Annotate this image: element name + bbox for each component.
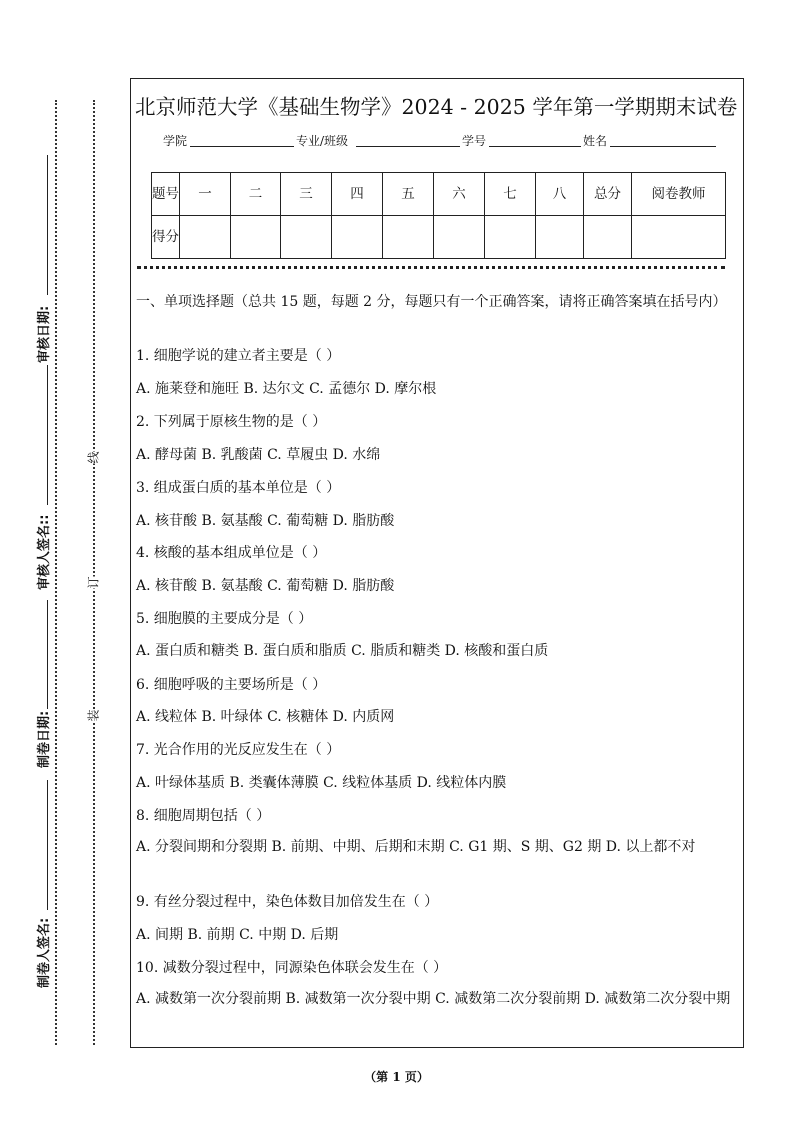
question-6: 6. 细胞呼吸的主要场所是（ ） [136,677,327,693]
options-5: A. 蛋白质和糖类 B. 蛋白质和脂质 C. 脂质和糖类 D. 核酸和蛋白质 [136,643,549,659]
question-10: 10. 减数分裂过程中，同源染色体联会发生在（ ） [136,960,448,976]
question-8: 8. 细胞周期包括（ ） [136,808,271,824]
question-2: 2. 下列属于原核生物的是（ ） [136,414,327,430]
prepare-date-label: 制卷日期: [33,709,52,770]
score-cell[interactable] [281,216,332,259]
reviewer-sign-label: 审核人签名:: [33,513,52,592]
score-table-header-row [152,173,726,216]
options-7: A. 叶绿体基质 B. 类囊体薄膜 C. 线粒体基质 D. 线粒体内膜 [136,775,507,791]
score-cell[interactable] [180,216,231,259]
col-1: 一 [180,173,231,216]
score-table-score-row [152,216,726,259]
name-field[interactable] [610,146,716,147]
options-10: A. 减数第一次分裂前期 B. 减数第一次分裂中期 C. 减数第二次分裂前期 D. 减数第二次分裂中期 [136,991,731,1007]
reviewer-sign-underline [47,365,48,505]
student-id-label: 学号 [462,134,487,148]
options-9: A. 间期 B. 前期 C. 中期 D. 后期 [136,927,339,943]
major-class-label: 专业/班级 [296,134,349,148]
score-cell[interactable] [632,216,726,259]
col-2: 二 [231,173,281,216]
page-number: （第 1 页） [364,1070,429,1084]
name-label: 姓名 [583,134,608,148]
question-4: 4. 核酸的基本组成单位是（ ） [136,545,327,561]
col-5: 五 [383,173,434,216]
section1-heading: 一、单项选择题（总共 15 题，每题 2 分，每题只有一个正确答案，请将正确答案填在括号内） [136,294,727,310]
score-cell[interactable] [383,216,434,259]
score-cell[interactable] [584,216,632,259]
binding-mark-ding: 订 [83,576,104,588]
col-total: 总分 [584,173,632,216]
score-table [151,172,726,259]
binding-dotted-line-inner [93,100,95,1045]
college-label: 学院 [163,134,188,148]
student-id-field[interactable] [489,146,581,147]
question-7: 7. 光合作用的光反应发生在（ ） [136,742,341,758]
preparer-sign-underline [47,780,48,910]
score-cell[interactable] [332,216,383,259]
col-grader: 阅卷教师 [632,173,726,216]
binding-mark-zhuang: 装 [83,709,104,721]
question-9: 9. 有丝分裂过程中，染色体数目加倍发生在（ ） [136,894,439,910]
review-date-underline [47,155,48,295]
options-4: A. 核苷酸 B. 氨基酸 C. 葡萄糖 D. 脂肪酸 [136,578,395,594]
exam-title: 北京师范大学《基础生物学》2024 - 2025 学年第一学期期末试卷 [135,95,738,119]
col-3: 三 [281,173,332,216]
dotted-separator [137,266,725,269]
options-1: A. 施莱登和施旺 B. 达尔文 C. 孟德尔 D. 摩尔根 [136,381,437,397]
score-cell[interactable] [485,216,536,259]
major-class-field[interactable] [356,146,460,147]
question-5: 5. 细胞膜的主要成分是（ ） [136,611,313,627]
score-cell[interactable] [231,216,281,259]
review-date-label: 审核日期: [33,304,52,365]
question-3: 3. 组成蛋白质的基本单位是（ ） [136,480,341,496]
col-6: 六 [434,173,485,216]
score-cell[interactable] [434,216,485,259]
options-8: A. 分裂间期和分裂期 B. 前期、中期、后期和末期 C. G1 期、S 期、G2 期 D. 以上都不对 [136,839,696,855]
binding-dotted-line-outer [55,100,57,1045]
college-field[interactable] [190,146,294,147]
row-label-defen: 得分 [152,216,180,259]
score-cell[interactable] [536,216,584,259]
options-3: A. 核苷酸 B. 氨基酸 C. 葡萄糖 D. 脂肪酸 [136,513,395,529]
prepare-date-underline [47,600,48,710]
options-2: A. 酵母菌 B. 乳酸菌 C. 草履虫 D. 水绵 [136,447,381,463]
options-6: A. 线粒体 B. 叶绿体 C. 核糖体 D. 内质网 [136,709,395,725]
row-label-tihao: 题号 [152,173,180,216]
col-7: 七 [485,173,536,216]
col-8: 八 [536,173,584,216]
question-1: 1. 细胞学说的建立者主要是（ ） [136,348,341,364]
binding-mark-line: 线 [83,451,104,463]
preparer-sign-label: 制卷人签名: [33,916,52,990]
col-4: 四 [332,173,383,216]
